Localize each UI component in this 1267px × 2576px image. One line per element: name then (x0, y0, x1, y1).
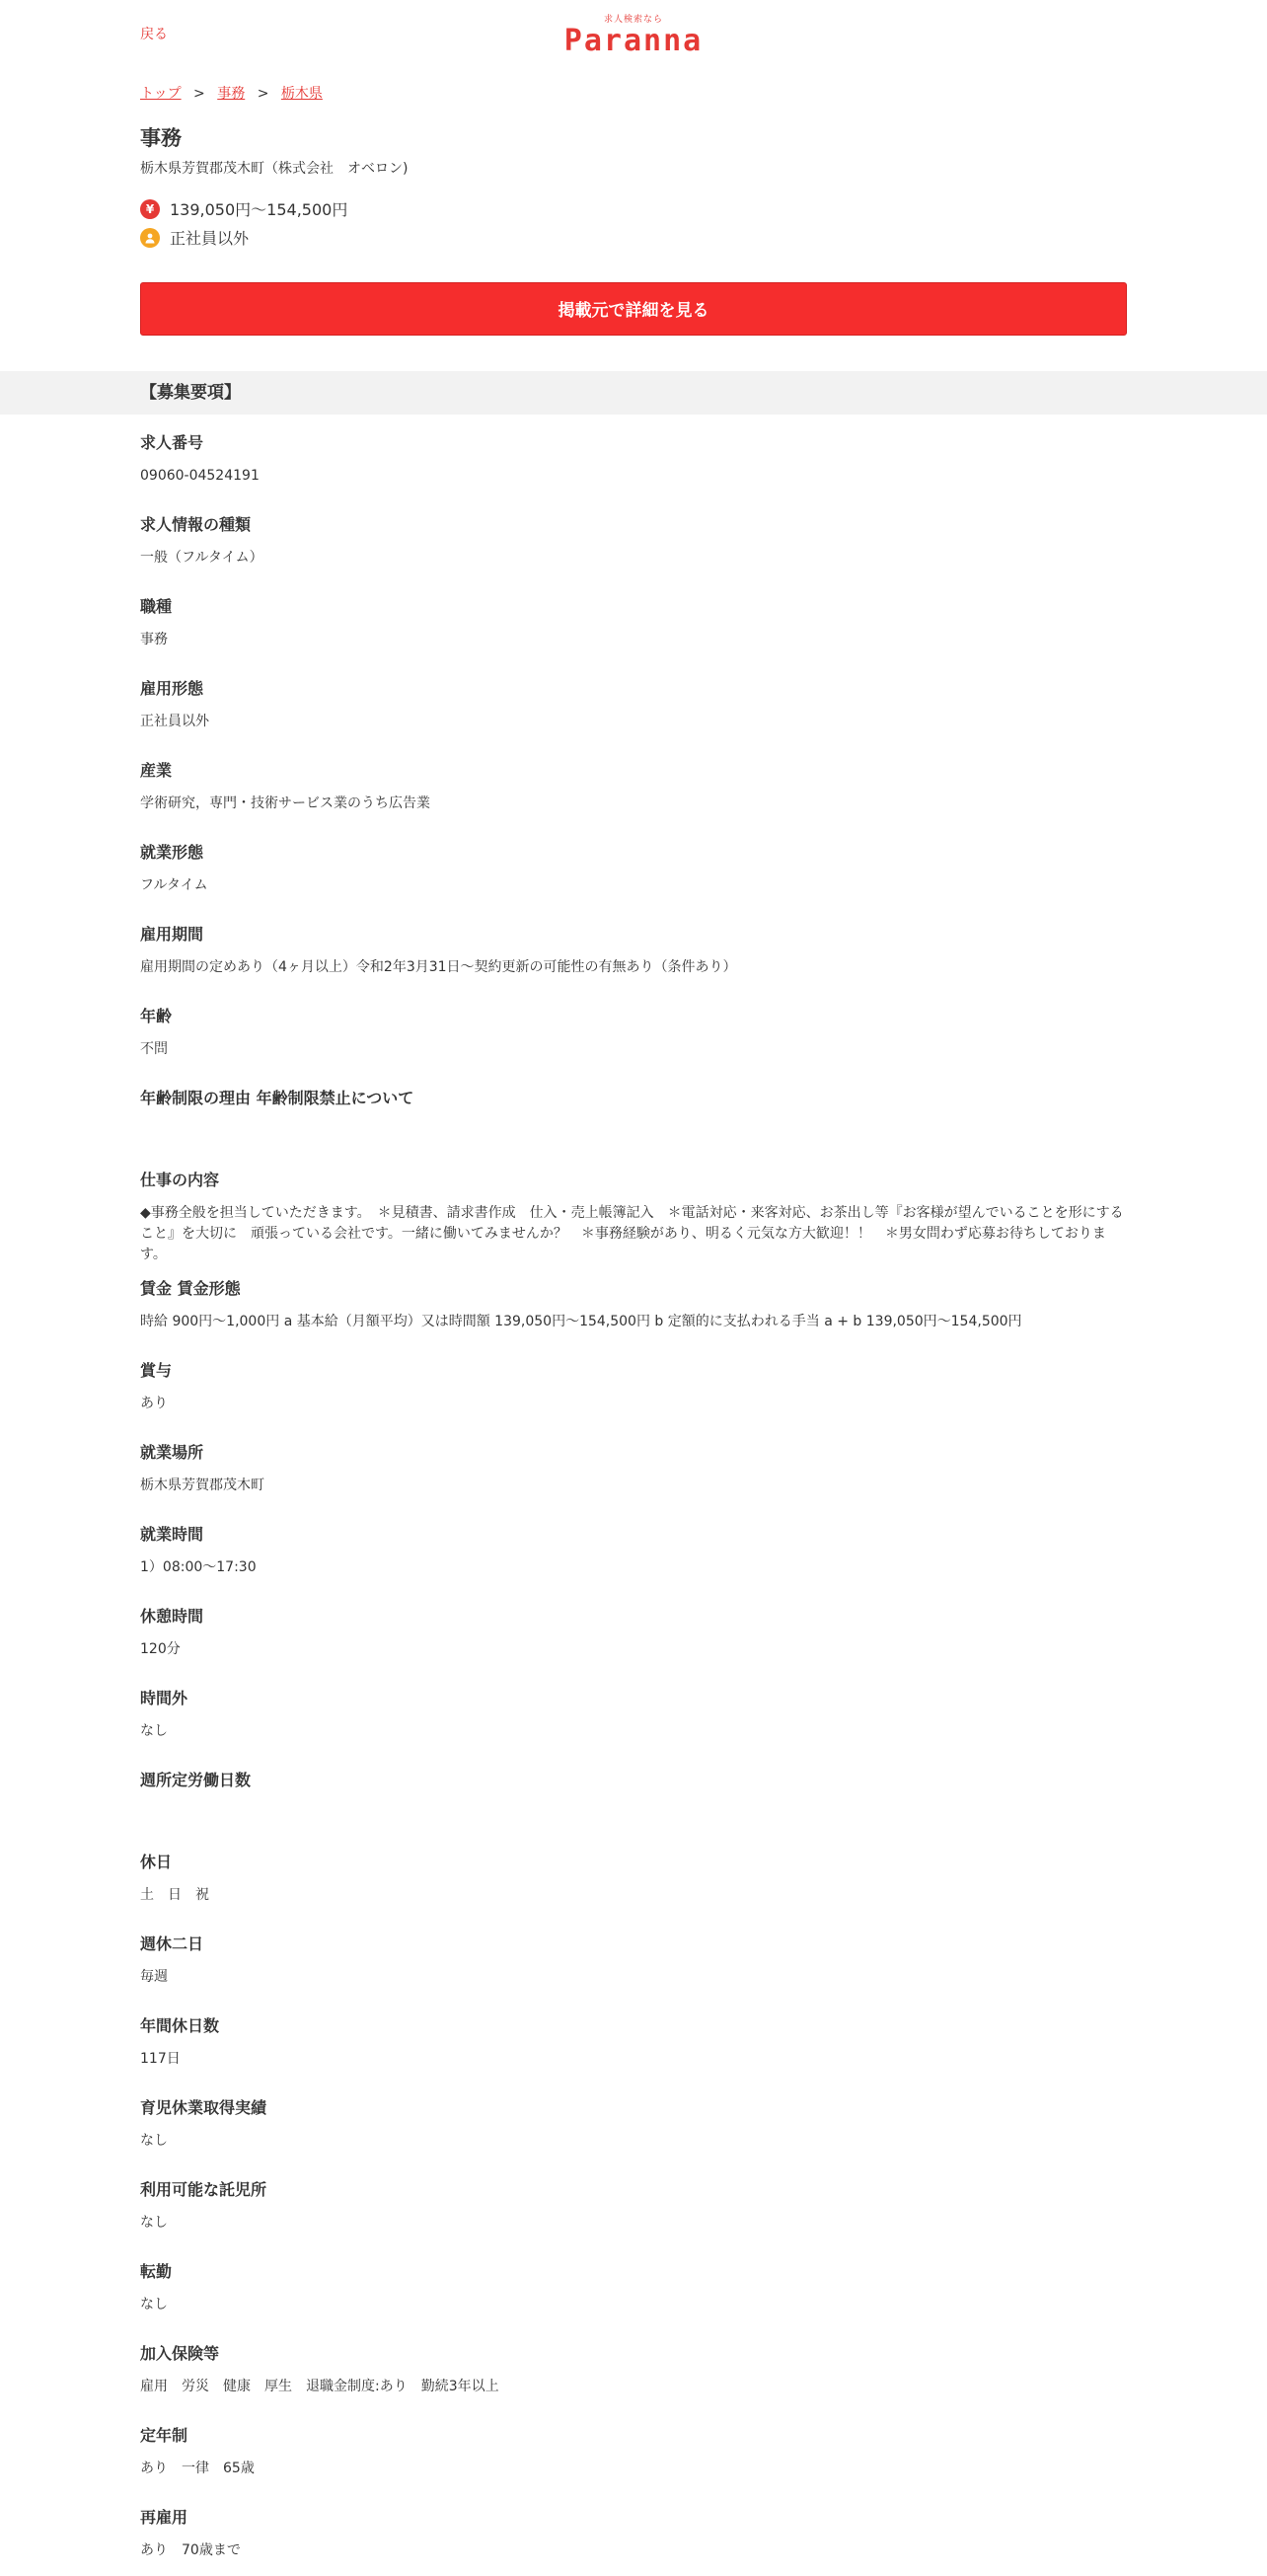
breadcrumb-link-category[interactable]: 事務 (217, 86, 246, 102)
detail-field (140, 1360, 1127, 1429)
detail-field (140, 1852, 1127, 1921)
detail-field (140, 1606, 1127, 1675)
breadcrumb-link-prefecture[interactable]: 栃木県 (280, 86, 323, 102)
detail-field-value: 120分 (140, 1641, 181, 1657)
employment-type: 正社員以外 (170, 229, 250, 248)
detail-field-label: 就業形態 (140, 843, 204, 862)
breadcrumb-separator: > (193, 86, 205, 102)
detail-field-label: 時間外 (140, 1689, 188, 1707)
detail-field-label: 育児休業取得実績 (140, 2098, 267, 2117)
detail-field (140, 842, 1127, 911)
detail-field (140, 432, 1127, 501)
detail-field-value: 正社員以外 (140, 714, 209, 729)
detail-field-label: 雇用期間 (140, 925, 204, 944)
detail-field-value: 土 日 祝 (140, 1887, 209, 1903)
detail-field-label: 就業場所 (140, 1443, 204, 1462)
detail-field (140, 1006, 1127, 1075)
detail-field (140, 1770, 1127, 1839)
detail-field (140, 2507, 1127, 2576)
detail-field-label: 休憩時間 (140, 1607, 204, 1626)
detail-field-value: 事務 (140, 632, 168, 647)
detail-field-value: 学術研究，専門・技術サービス業のうち広告業 (140, 796, 430, 811)
detail-field-value: あり (140, 1396, 168, 1411)
detail-field (140, 1088, 1127, 1157)
detail-field-label: 仕事の内容 (140, 1171, 220, 1189)
detail-field-label: 転勤 (140, 2262, 173, 2281)
detail-field (140, 1278, 1127, 1347)
detail-field-value: 一般（フルタイム） (140, 550, 263, 566)
detail-field (140, 2179, 1127, 2248)
detail-field-value: 117日 (140, 2051, 181, 2067)
salary-range: 139,050円～154,500円 (170, 200, 348, 219)
detail-field-value: 時給 900円～1,000円 a 基本給（月額平均）又は時間額 139,050円～154,500円 b 定額的に支払われる手当 a + b 139,050円～154,500円 (140, 1314, 1022, 1329)
detail-field-value: なし (140, 2215, 168, 2231)
detail-field-label: 利用可能な託児所 (140, 2180, 267, 2199)
section-title: 【募集要項】 (140, 383, 241, 403)
company-location: 栃木県芳賀郡茂木町（株式会社 オベロン) (140, 161, 409, 177)
detail-field (140, 2097, 1127, 2166)
back-link[interactable]: 戻る (140, 27, 168, 42)
detail-field (140, 1688, 1127, 1757)
detail-field (140, 1933, 1127, 2003)
detail-field (140, 2425, 1127, 2494)
detail-field-label: 年齢制限の理由 年齢制限禁止について (140, 1089, 414, 1107)
breadcrumb-link-top[interactable]: トップ (140, 86, 182, 102)
detail-field (140, 1524, 1127, 1593)
detail-field-label: 賃金 賃金形態 (140, 1279, 241, 1298)
detail-field (140, 760, 1127, 829)
job-details-list (140, 415, 1127, 2576)
logo-text: Paranna (563, 24, 704, 58)
detail-field (140, 596, 1127, 665)
detail-field (140, 2015, 1127, 2084)
detail-field (140, 514, 1127, 583)
employment-row (140, 226, 1127, 249)
detail-field-label: 加入保険等 (140, 2344, 220, 2363)
header (140, 0, 1127, 69)
logo[interactable] (564, 14, 703, 57)
detail-field (140, 678, 1127, 747)
detail-field (140, 924, 1127, 993)
breadcrumb-separator: > (257, 86, 269, 102)
detail-field-label: 週休二日 (140, 1934, 204, 1953)
detail-field-label: 職種 (140, 597, 173, 616)
detail-field-value: 雇用 労災 健康 厚生 退職金制度:あり 勤続3年以上 (140, 2379, 499, 2394)
detail-field-label: 定年制 (140, 2426, 188, 2445)
salary-row (140, 197, 1127, 220)
detail-field-label: 産業 (140, 761, 173, 780)
detail-field-value: フルタイム (140, 877, 208, 893)
detail-field-label: 雇用形態 (140, 679, 204, 698)
detail-field-value: 毎週 (140, 1969, 168, 1985)
detail-field-value: あり 70歳まで (140, 2542, 241, 2558)
detail-field-label: 年間休日数 (140, 2016, 220, 2035)
section-header (0, 371, 1267, 415)
detail-field (140, 2343, 1127, 2412)
detail-field-value: ◆事務全般を担当していただきます。 ＊見積書、請求書作成 仕入・売上帳簿記入 ＊電話対応・来客対応、お茶出し等『お客様が望んでいることを形にすること』を大切に 頑張っている会社です。一緒に働いてみませんか？ ＊事務経験があり、明るく元気な方大歓迎！！ ＊男女問わず応募お待ちしております。 (140, 1205, 1124, 1262)
detail-field-value: あり 一律 65歳 (140, 2461, 255, 2476)
detail-field-label: 週所定労働日数 (140, 1771, 252, 1789)
person-icon (140, 228, 160, 248)
detail-field-value: 不問 (140, 1041, 168, 1057)
detail-field-value: 雇用期間の定めあり（4ヶ月以上）令和2年3月31日～契約更新の可能性の有無あり（条件あり） (140, 959, 737, 975)
logo-tagline: 求人検索なら (603, 15, 663, 25)
yen-icon: ¥ (140, 199, 160, 219)
detail-field-value: 1）08:00～17:30 (140, 1559, 257, 1575)
view-source-button[interactable]: 掲載元で詳細を見る (140, 282, 1127, 336)
detail-field-value: 09060-04524191 (140, 468, 260, 484)
detail-field-label: 就業時間 (140, 1525, 204, 1544)
detail-field-label: 休日 (140, 1853, 173, 1871)
detail-field-label: 賞与 (140, 1361, 173, 1380)
detail-field-label: 求人番号 (140, 433, 204, 452)
detail-field-label: 再雇用 (140, 2508, 188, 2527)
breadcrumb (140, 83, 1127, 103)
detail-field-value: なし (140, 1723, 168, 1739)
detail-field-value: なし (140, 2133, 168, 2149)
detail-field-label: 年齢 (140, 1007, 173, 1025)
detail-field (140, 2261, 1127, 2330)
detail-field (140, 1170, 1127, 1265)
job-title: 事務 (140, 126, 182, 150)
detail-field-label: 求人情報の種類 (140, 515, 252, 534)
detail-field (140, 1442, 1127, 1511)
detail-field-value: 栃木県芳賀郡茂木町 (140, 1477, 264, 1493)
detail-field-value: なし (140, 2297, 168, 2312)
